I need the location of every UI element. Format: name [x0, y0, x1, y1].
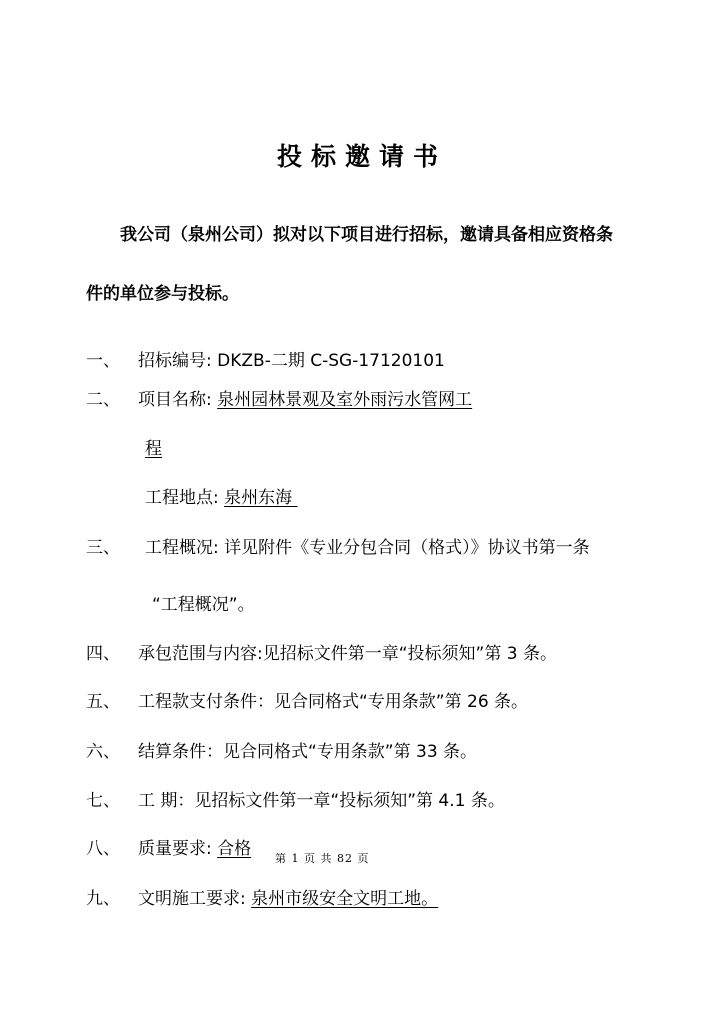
- project-name-value-cont: 程: [145, 439, 162, 459]
- item-6-text: 结算条件：见合同格式“专用条款”第 33 条。: [138, 742, 478, 762]
- civilized-construction-value: 泉州市级安全文明工地。: [251, 889, 439, 909]
- item-3-number: 三、: [86, 538, 120, 558]
- item-1-number: 一、: [86, 351, 120, 371]
- item-7-text: 工 期：见招标文件第一章“投标须知”第 4.1 条。: [138, 791, 505, 811]
- item-8-number: 八、: [86, 839, 120, 859]
- item-1-text: [138, 346, 445, 371]
- item-4-number: 四、: [86, 644, 120, 664]
- overview-label: 工程概况:: [145, 538, 219, 558]
- item-2-number: 二、: [86, 390, 120, 410]
- location-label: 工程地点:: [145, 488, 219, 508]
- quality-label: 质量要求:: [138, 839, 212, 859]
- item-3-text: [145, 533, 590, 558]
- item-7-number: 七、: [86, 791, 120, 811]
- intro-line-2: 件的单位参与投标。: [86, 284, 239, 304]
- item-9-number: 九、: [86, 889, 120, 909]
- location-line: [145, 483, 336, 508]
- project-name-value: 泉州园林景观及室外雨污水管网工: [217, 390, 473, 410]
- item-2-text: [138, 385, 472, 410]
- project-name-label: 项目名称:: [138, 390, 212, 410]
- item-4-text: 承包范围与内容:见招标文件第一章“投标须知”第 3 条。: [138, 644, 557, 664]
- item-9-text: [138, 884, 438, 909]
- tender-number-label: 招标编号:: [138, 351, 212, 371]
- document-title: 投标邀请书: [276, 142, 447, 171]
- civilized-construction-label: 文明施工要求:: [138, 889, 246, 909]
- overview-value-cont: “工程概况”。: [152, 595, 255, 615]
- item-5-text: 工程款支付条件：见合同格式“专用条款”第 26 条。: [138, 692, 529, 712]
- tender-number-value: DKZB-二期 C-SG-17120101: [217, 351, 445, 371]
- page-number-footer: 第 1 页 共 82 页: [275, 852, 370, 865]
- item-6-number: 六、: [86, 742, 120, 762]
- item-8-text: [138, 834, 251, 859]
- overview-value: 详见附件《专业分包合同（格式）》协议书第一条: [224, 538, 590, 558]
- location-value: 泉州东海: [224, 488, 293, 508]
- intro-line-1: 我公司（泉州公司）拟对以下项目进行招标，邀请具备相应资格条: [120, 225, 613, 245]
- quality-value: 合格: [217, 839, 252, 859]
- item-5-number: 五、: [86, 692, 120, 712]
- location-blank-underline: [292, 488, 336, 508]
